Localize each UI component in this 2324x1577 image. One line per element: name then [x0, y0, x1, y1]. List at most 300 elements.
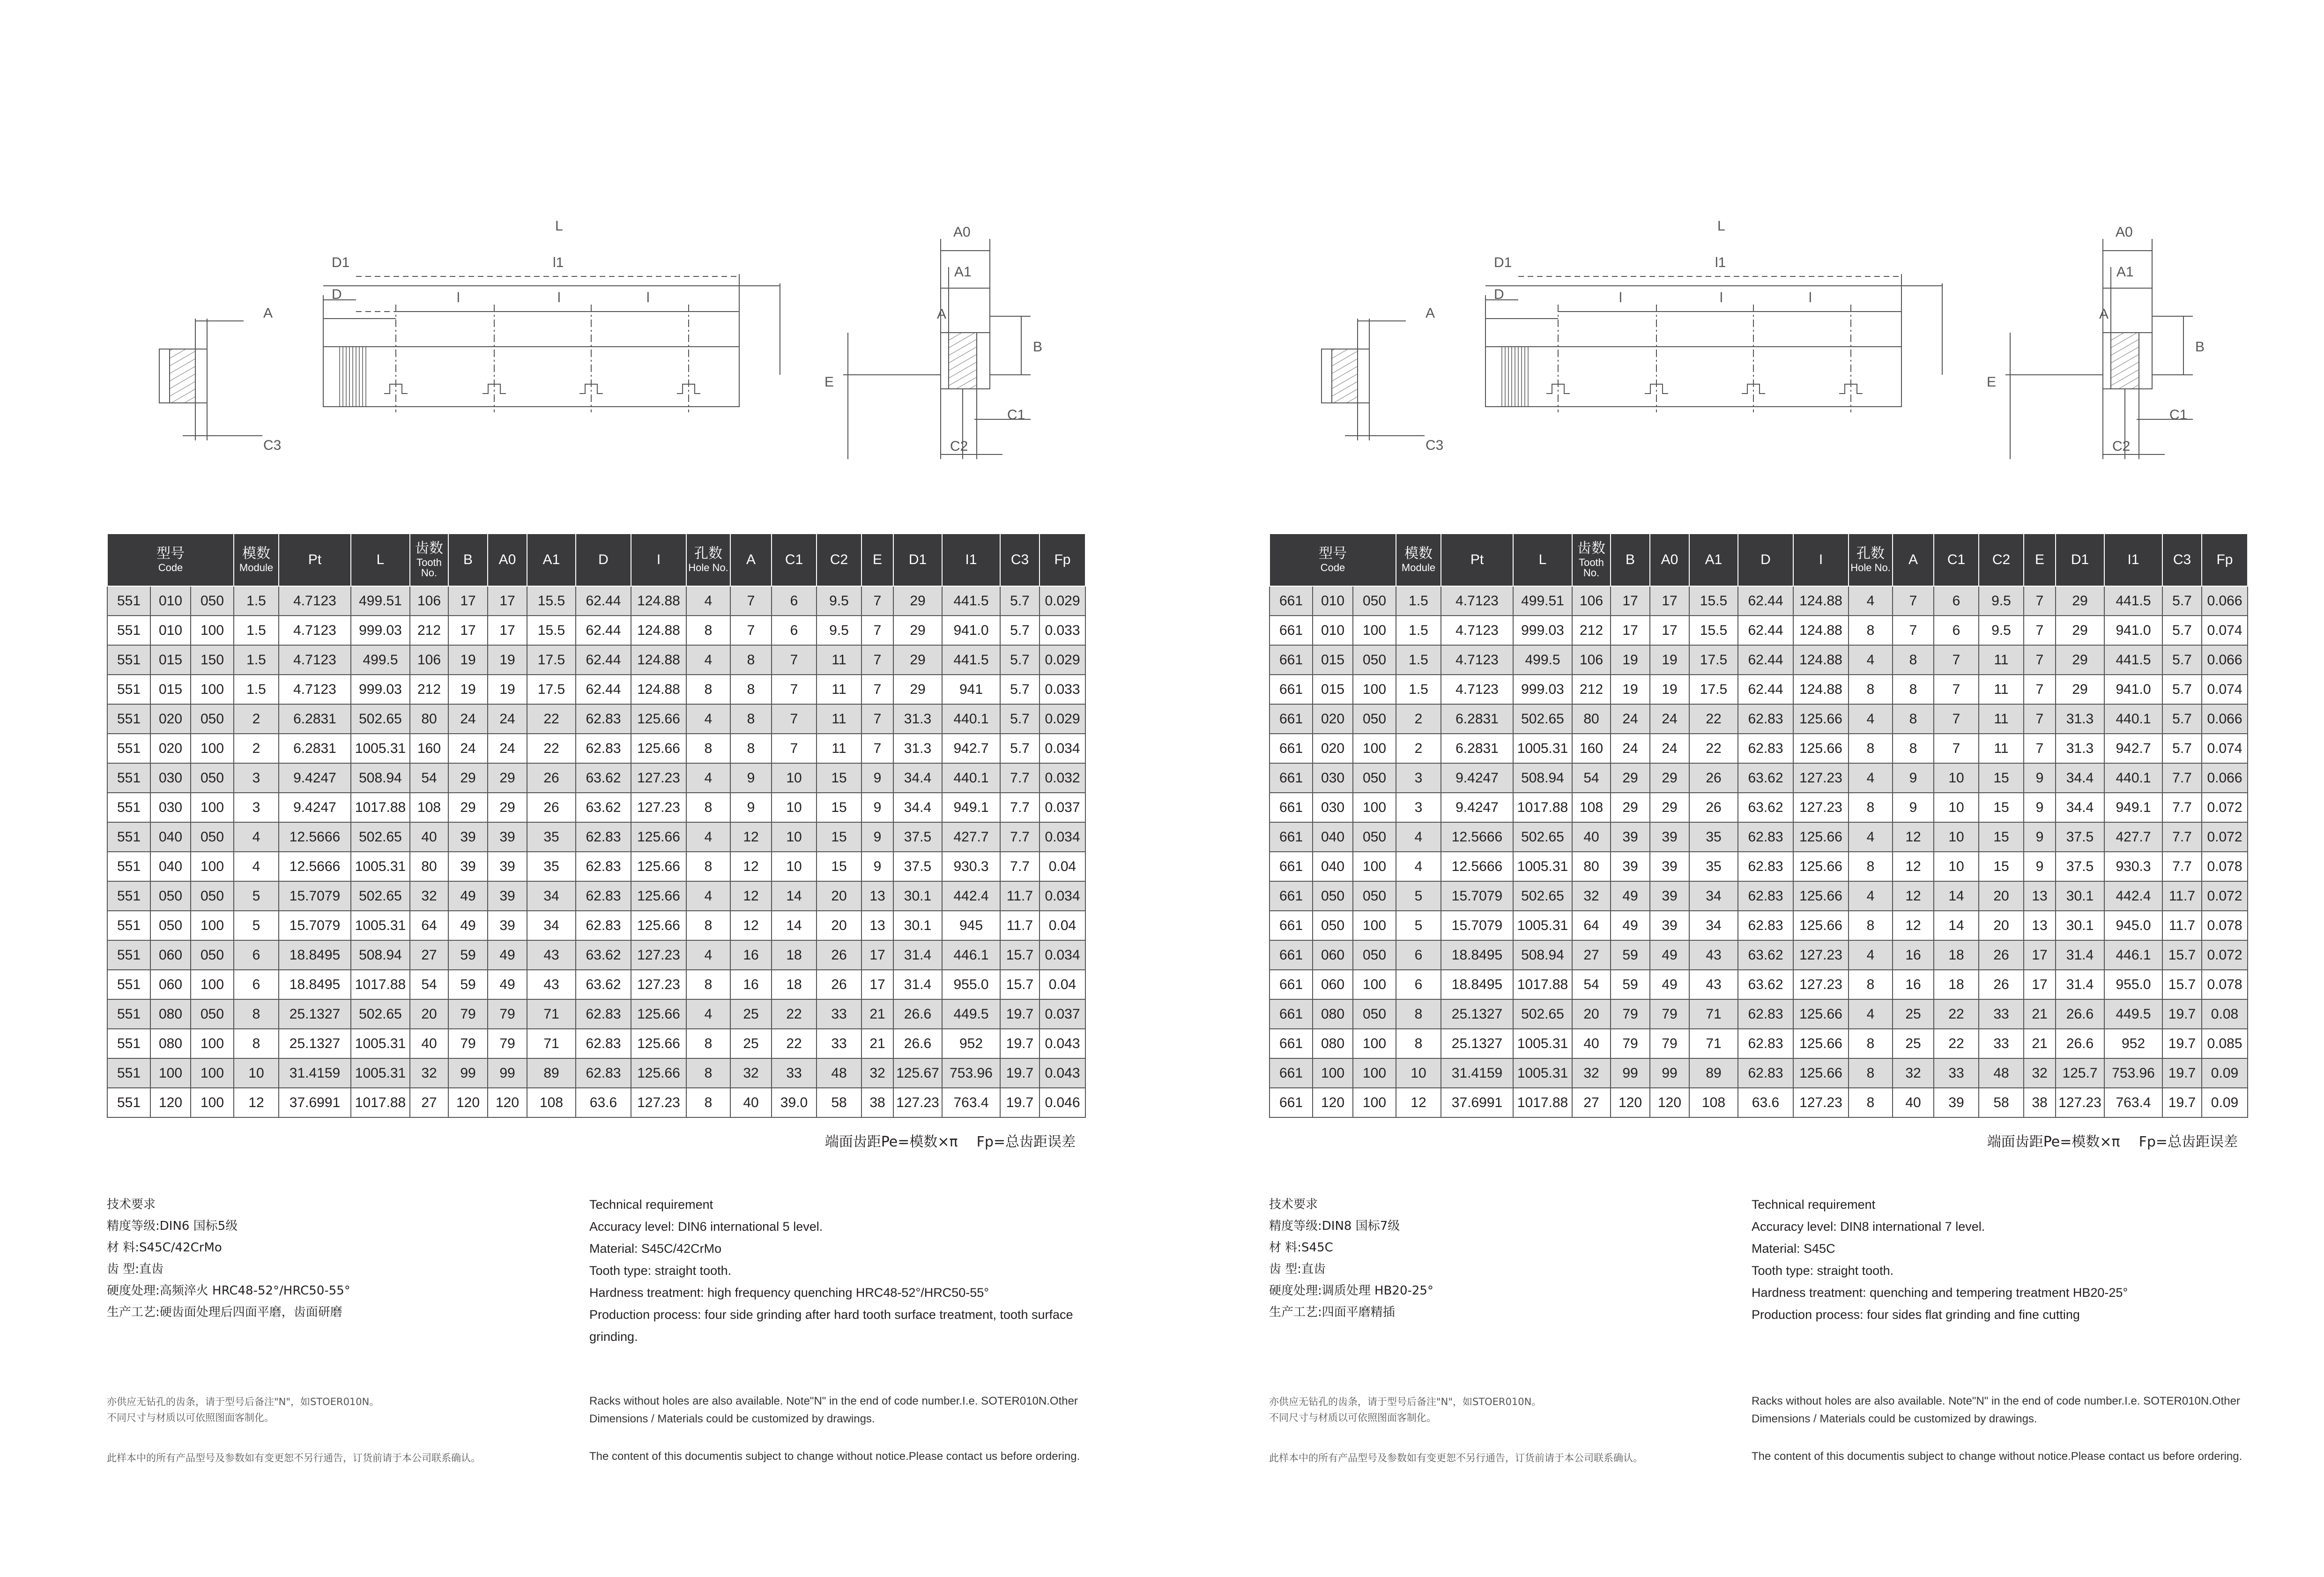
table-cell: 19 [1650, 675, 1689, 704]
table-cell: 125.66 [1793, 734, 1849, 763]
table-cell: 11 [817, 645, 861, 675]
table-cell: 24 [448, 704, 488, 734]
table-cell: 4 [1849, 586, 1893, 616]
table-row [1270, 793, 2248, 822]
table-cell: 502.65 [1513, 881, 1572, 911]
table-cell: 1005.31 [351, 852, 410, 881]
column-header-label: C2 [1992, 552, 2011, 567]
req-material-cn: 材 料:S45C/42CrMo [107, 1241, 222, 1255]
table-cell: 11 [1979, 675, 2024, 704]
table-cell: 502.65 [351, 822, 410, 852]
table-cell: 125.66 [1793, 704, 1849, 734]
table-cell: 26.6 [2056, 1029, 2104, 1058]
table-cell: 31.4 [2056, 970, 2104, 999]
table-cell: 79 [448, 1029, 488, 1058]
label-C3: C3 [1426, 438, 1444, 453]
table-cell: 7 [861, 645, 893, 675]
table-cell: 124.88 [1793, 616, 1849, 645]
table-cell: 5.7 [1000, 675, 1039, 704]
table-cell: 1.5 [1396, 645, 1441, 675]
table-cell: 32 [1572, 881, 1611, 911]
table-cell: 4 [686, 763, 730, 793]
note-no-holes-en: Racks without holes are also available. Note"N" in the end of code number.I.e. SOTER010N.Other Dimensions / Materials could be customized by drawings. [1752, 1395, 2240, 1425]
table-cell: 125.66 [1793, 911, 1849, 940]
table-cell: 8 [1849, 793, 1893, 822]
table-cell: 17 [448, 586, 488, 616]
table-cell: 27 [1572, 1088, 1611, 1117]
table-cell: 29 [1650, 793, 1689, 822]
table-cell: 26.6 [893, 999, 942, 1029]
table-cell: 8 [686, 970, 730, 999]
table-cell: 1017.88 [351, 1088, 410, 1117]
technical-requirement-cn [1269, 1194, 1433, 1323]
table-cell: 89 [527, 1058, 576, 1088]
table-cell: 1.5 [234, 645, 279, 675]
table-cell: 99 [1650, 1058, 1689, 1088]
table-cell: 15 [1979, 793, 2024, 822]
table-row [1270, 822, 2248, 852]
table-cell: 12 [1893, 911, 1934, 940]
table-cell: 62.83 [1738, 734, 1793, 763]
table-cell: 020 [1313, 704, 1353, 734]
table-cell: 33 [1934, 1058, 1979, 1088]
table-cell: 11 [817, 675, 861, 704]
table-cell: 25.1327 [279, 999, 351, 1029]
column-header-label: A [746, 552, 756, 567]
table-cell: 8 [1849, 734, 1893, 763]
table-cell: 17 [1611, 586, 1650, 616]
table-cell: 59 [448, 940, 488, 970]
table-cell: 17.5 [527, 645, 576, 675]
table-cell: 15.5 [1689, 616, 1738, 645]
table-cell: 508.94 [351, 940, 410, 970]
table-cell: 0.034 [1039, 822, 1085, 852]
req-accuracy-cn: 精度等级:DIN6 国标5级 [107, 1219, 238, 1233]
table-cell: 4.7123 [279, 586, 351, 616]
table-cell: 4 [686, 999, 730, 1029]
column-header-label: C3 [2173, 552, 2191, 567]
table-cell: 6 [234, 940, 279, 970]
column-header-label: A1 [542, 552, 560, 567]
table-cell: 050 [191, 586, 234, 616]
table-cell: 050 [191, 763, 234, 793]
table-cell: 9 [2024, 852, 2056, 881]
label-E: E [824, 374, 834, 390]
table-cell: 127.23 [1793, 793, 1849, 822]
table-cell: 1017.88 [351, 970, 410, 999]
table-cell: 8 [1849, 1058, 1893, 1088]
table-cell: 1005.31 [351, 734, 410, 763]
table-cell: 15.7079 [1441, 881, 1513, 911]
table-row [1270, 1088, 2248, 1117]
table-cell: 39 [448, 852, 488, 881]
column-header-label: A0 [498, 552, 516, 567]
table-cell: 15 [817, 763, 861, 793]
table-cell: 125.66 [631, 1029, 686, 1058]
table-cell: 48 [1979, 1058, 2024, 1088]
table-cell: 127.23 [631, 940, 686, 970]
table-cell: 15.5 [527, 616, 576, 645]
technical-requirement-cn [107, 1194, 350, 1323]
table-cell: 39 [488, 822, 527, 852]
column-header-label: 孔数 [1856, 546, 1885, 561]
table-cell: 8 [1893, 645, 1934, 675]
table-cell: 17 [1650, 586, 1689, 616]
table-cell: 43 [527, 940, 576, 970]
table-cell: 19.7 [1000, 1058, 1039, 1088]
table-cell: 763.4 [2104, 1088, 2162, 1117]
table-cell: 060 [1313, 970, 1353, 999]
table-cell: 62.83 [576, 852, 631, 881]
table-cell: 17.5 [527, 675, 576, 704]
column-header [2104, 534, 2162, 586]
table-cell: 63.62 [576, 970, 631, 999]
table-cell: 124.88 [631, 645, 686, 675]
table-cell: 551 [107, 911, 150, 940]
label-l-2: l [1720, 290, 1723, 305]
table-cell: 1017.88 [1513, 1088, 1572, 1117]
table-cell: 7 [2024, 675, 2056, 704]
table-cell: 22 [1934, 999, 1979, 1029]
table-cell: 108 [527, 1088, 576, 1117]
table-cell: 40 [1572, 822, 1611, 852]
table-cell: 62.83 [1738, 852, 1793, 881]
spec-table-body [1270, 586, 2248, 1117]
table-cell: 29 [448, 793, 488, 822]
table-cell: 8 [686, 1029, 730, 1058]
table-cell: 446.1 [2104, 940, 2162, 970]
table-cell: 63.62 [1738, 970, 1793, 999]
column-header [351, 534, 410, 586]
column-header [730, 534, 772, 586]
table-cell: 661 [1270, 999, 1313, 1029]
column-header-label: D [598, 552, 609, 567]
table-cell: 108 [410, 793, 448, 822]
table-cell: 125.7 [2056, 1058, 2104, 1088]
table-cell: 22 [527, 704, 576, 734]
table-cell: 29 [893, 586, 942, 616]
table-cell: 0.032 [1039, 763, 1085, 793]
table-cell: 71 [1689, 1029, 1738, 1058]
table-cell: 37.5 [2056, 822, 2104, 852]
table-cell: 22 [1934, 1029, 1979, 1058]
table-cell: 31.4159 [1441, 1058, 1513, 1088]
table-cell: 8 [1849, 911, 1893, 940]
table-row [1270, 734, 2248, 763]
table-cell: 63.62 [1738, 940, 1793, 970]
table-cell: 941.0 [2104, 616, 2162, 645]
table-cell: 7 [1893, 586, 1934, 616]
column-header-label: D [1760, 552, 1771, 567]
table-cell: 7.7 [2162, 763, 2202, 793]
table-cell: 6 [1396, 970, 1441, 999]
table-row [1270, 1058, 2248, 1088]
table-cell: 19.7 [1000, 1088, 1039, 1117]
note-no-holes-cn: 亦供应无钻孔的齿条，请于型号后备注"N"，如STOER010N。 [1269, 1396, 1542, 1407]
table-cell: 31.4 [893, 970, 942, 999]
table-cell: 15 [817, 852, 861, 881]
table-cell: 040 [1313, 822, 1353, 852]
table-cell: 35 [1689, 822, 1738, 852]
table-row [1270, 999, 2248, 1029]
table-cell: 050 [191, 999, 234, 1029]
table-cell: 34.4 [893, 793, 942, 822]
table-cell: 24 [1650, 704, 1689, 734]
table-cell: 31.3 [893, 734, 942, 763]
table-cell: 19.7 [2162, 1058, 2202, 1088]
table-cell: 20 [1979, 911, 2024, 940]
table-cell: 7 [861, 704, 893, 734]
column-header [2056, 534, 2104, 586]
table-row [107, 911, 1085, 940]
table-cell: 15.7079 [279, 881, 351, 911]
table-row [107, 822, 1085, 852]
spec-table [107, 533, 1086, 1118]
table-cell: 7.7 [2162, 852, 2202, 881]
table-cell: 6 [234, 970, 279, 999]
table-cell: 4 [234, 852, 279, 881]
table-cell: 661 [1270, 675, 1313, 704]
table-cell: 14 [772, 911, 817, 940]
table-cell: 6 [1934, 616, 1979, 645]
table-cell: 26 [817, 940, 861, 970]
table-cell: 020 [1313, 734, 1353, 763]
table-cell: 7 [2024, 645, 2056, 675]
table-cell: 440.1 [942, 763, 1000, 793]
table-cell: 050 [191, 940, 234, 970]
table-cell: 100 [1353, 970, 1396, 999]
table-cell: 24 [488, 734, 527, 763]
table-cell: 58 [1979, 1088, 2024, 1117]
table-cell: 12 [730, 911, 772, 940]
table-cell: 25 [1893, 999, 1934, 1029]
table-cell: 020 [150, 704, 191, 734]
table-cell: 19.7 [2162, 999, 2202, 1029]
table-cell: 9.4247 [1441, 763, 1513, 793]
table-cell: 1005.31 [1513, 1029, 1572, 1058]
table-cell: 20 [410, 999, 448, 1029]
table-cell: 11 [1979, 734, 2024, 763]
table-cell: 39 [1611, 852, 1650, 881]
table-cell: 40 [1893, 1088, 1934, 1117]
table-cell: 17 [1611, 616, 1650, 645]
table-cell: 79 [1611, 999, 1650, 1029]
table-cell: 29 [488, 763, 527, 793]
table-cell: 11.7 [1000, 881, 1039, 911]
table-cell: 0.037 [1039, 999, 1085, 1029]
table-cell: 427.7 [2104, 822, 2162, 852]
table-cell: 13 [861, 911, 893, 940]
table-cell: 0.033 [1039, 616, 1085, 645]
table-cell: 125.66 [631, 734, 686, 763]
column-header-label: I [1819, 552, 1823, 567]
table-cell: 7 [861, 734, 893, 763]
column-header [1650, 534, 1689, 586]
table-cell: 502.65 [351, 881, 410, 911]
table-cell: 212 [1572, 675, 1611, 704]
column-header [107, 534, 234, 586]
table-cell: 8 [686, 734, 730, 763]
table-cell: 6.2831 [1441, 704, 1513, 734]
table-cell: 106 [1572, 645, 1611, 675]
table-cell: 551 [107, 940, 150, 970]
pe-formula: 端面齿距Pe=模数×π [824, 1134, 958, 1150]
column-header-label: D1 [908, 552, 927, 567]
table-cell: 551 [107, 881, 150, 911]
table-cell: 753.96 [2104, 1058, 2162, 1088]
table-cell: 100 [1353, 1088, 1396, 1117]
column-header-label: 模数 [1404, 546, 1433, 561]
table-cell: 63.62 [576, 793, 631, 822]
table-cell: 945.0 [2104, 911, 2162, 940]
table-cell: 13 [2024, 911, 2056, 940]
table-cell: 54 [410, 970, 448, 999]
table-cell: 49 [488, 970, 527, 999]
table-cell: 34 [1689, 881, 1738, 911]
table-cell: 26.6 [893, 1029, 942, 1058]
table-cell: 25.1327 [1441, 999, 1513, 1029]
table-cell: 13 [2024, 881, 2056, 911]
table-cell: 15 [1979, 852, 2024, 881]
table-cell: 125.66 [1793, 999, 1849, 1029]
table-cell: 32 [2024, 1058, 2056, 1088]
table-cell: 5.7 [2162, 734, 2202, 763]
table-cell: 24 [1611, 704, 1650, 734]
table-cell: 941.0 [2104, 675, 2162, 704]
table-cell: 551 [107, 763, 150, 793]
req-accuracy-en: Accuracy level: DIN8 international 7 level. [1752, 1220, 1985, 1234]
table-cell: 763.4 [942, 1088, 1000, 1117]
table-cell: 5.7 [1000, 616, 1039, 645]
table-row [107, 793, 1085, 822]
table-cell: 050 [1353, 704, 1396, 734]
column-header [686, 534, 730, 586]
table-cell: 100 [191, 970, 234, 999]
table-cell: 8 [730, 645, 772, 675]
table-cell: 5.7 [2162, 645, 2202, 675]
column-header [2162, 534, 2202, 586]
table-cell: 27 [1572, 940, 1611, 970]
table-cell: 941 [942, 675, 1000, 704]
table-cell: 4 [686, 940, 730, 970]
table-cell: 127.23 [631, 763, 686, 793]
table-cell: 80 [1572, 852, 1611, 881]
table-cell: 050 [1313, 911, 1353, 940]
table-cell: 22 [772, 999, 817, 1029]
table-header-row [107, 534, 1085, 586]
table-cell: 100 [191, 1029, 234, 1058]
table-cell: 502.65 [1513, 822, 1572, 852]
table-cell: 100 [191, 675, 234, 704]
table-cell: 124.88 [631, 586, 686, 616]
table-cell: 108 [1689, 1088, 1738, 1117]
table-cell: 37.5 [893, 852, 942, 881]
table-cell: 4 [1849, 881, 1893, 911]
table-cell: 040 [150, 822, 191, 852]
note-change-en: The content of this documentis subject to change without notice.Please contact us before ordering. [589, 1450, 1080, 1463]
table-cell: 1005.31 [351, 911, 410, 940]
req-tooth-en: Tooth type: straight tooth. [589, 1264, 732, 1278]
table-cell: 62.44 [576, 675, 631, 704]
table-cell: 18.8495 [1441, 940, 1513, 970]
table-cell: 080 [1313, 999, 1353, 1029]
table-cell: 16 [730, 940, 772, 970]
table-cell: 9 [2024, 793, 2056, 822]
table-cell: 7 [2024, 586, 2056, 616]
table-cell: 010 [150, 586, 191, 616]
column-header-label: D1 [2071, 552, 2089, 567]
table-cell: 100 [1313, 1058, 1353, 1088]
table-cell: 1005.31 [351, 1058, 410, 1088]
column-header [1039, 534, 1085, 586]
note-no-holes-en: Racks without holes are also available. Note"N" in the end of code number.I.e. SOTER010N.Other Dimensions / Materials could be customized by drawings. [589, 1395, 1078, 1425]
table-cell: 62.44 [576, 645, 631, 675]
table-cell: 25.1327 [279, 1029, 351, 1058]
table-cell: 17.5 [1689, 645, 1738, 675]
table-cell: 080 [150, 1029, 191, 1058]
rack-technical-drawing [0, 206, 1162, 497]
table-row [1270, 586, 2248, 616]
table-cell: 79 [1650, 999, 1689, 1029]
table-cell: 1005.31 [1513, 734, 1572, 763]
req-material-en: Material: S45C [1752, 1242, 1835, 1256]
table-cell: 39 [1934, 1088, 1979, 1117]
table-cell: 999.03 [1513, 675, 1572, 704]
table-cell: 9.4247 [1441, 793, 1513, 822]
table-cell: 62.83 [576, 734, 631, 763]
table-cell: 7.7 [1000, 852, 1039, 881]
table-cell: 100 [191, 852, 234, 881]
table-cell: 54 [1572, 970, 1611, 999]
table-cell: 930.3 [942, 852, 1000, 881]
table-cell: 29 [1611, 763, 1650, 793]
technical-requirement-en [589, 1194, 1095, 1348]
column-header [1270, 534, 1396, 586]
table-row [1270, 1029, 2248, 1058]
table-cell: 15.5 [527, 586, 576, 616]
column-header-label: L [376, 552, 385, 567]
table-cell: 999.03 [1513, 616, 1572, 645]
table-cell: 502.65 [351, 999, 410, 1029]
req-material-en: Material: S45C/42CrMo [589, 1242, 722, 1256]
table-cell: 35 [527, 852, 576, 881]
table-cell: 0.04 [1039, 911, 1085, 940]
label-l-1: l [1619, 290, 1622, 305]
table-cell: 12 [730, 822, 772, 852]
column-header-label: L [1538, 552, 1547, 567]
table-cell: 17 [448, 616, 488, 645]
table-row [107, 763, 1085, 793]
column-header-label: 型号 [1319, 546, 1347, 561]
note-change-en: The content of this documentis subject to change without notice.Please contact us before ordering. [1752, 1450, 2242, 1463]
table-cell: 4 [686, 645, 730, 675]
column-header [448, 534, 488, 586]
table-cell: 100 [191, 793, 234, 822]
table-cell: 32 [410, 881, 448, 911]
column-header-label: I1 [2127, 552, 2139, 567]
table-cell: 5 [1396, 881, 1441, 911]
table-cell: 11 [1979, 704, 2024, 734]
table-cell: 62.83 [576, 822, 631, 852]
table-cell: 551 [107, 793, 150, 822]
table-cell: 661 [1270, 852, 1313, 881]
table-cell: 10 [772, 793, 817, 822]
table-row [1270, 675, 2248, 704]
table-cell: 0.072 [2202, 793, 2248, 822]
table-cell: 4 [1396, 852, 1441, 881]
table-cell: 030 [150, 793, 191, 822]
table-cell: 24 [1650, 734, 1689, 763]
